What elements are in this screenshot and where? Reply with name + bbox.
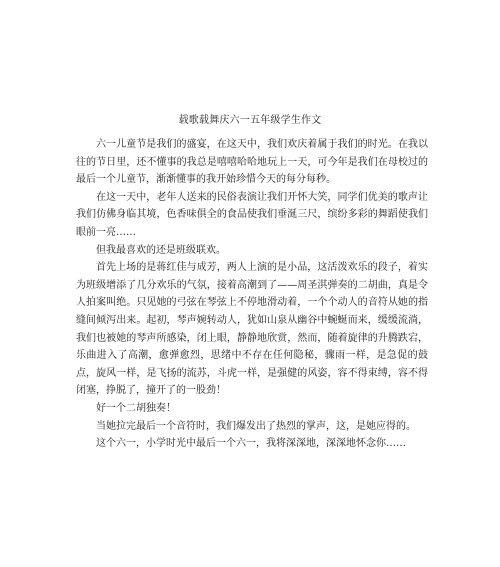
paragraph: 在这一天中，老年人送来的民俗表演让我们开怀大笑，同学们优美的歌声让我们仿佛身临其境，色香味俱全的食品使我们垂涎三尺，缤纷多彩的舞蹈使我们眼前一亮…… (76, 191, 428, 238)
paragraph: 好一个二胡独奏！ (96, 402, 176, 414)
document-title: 载歌载舞庆六一五年级学生作文 (178, 115, 322, 126)
paragraph: 这个六一，小学时光中最后一个六一，我将深深地，深深地怀念你…… (96, 438, 406, 450)
paragraph: 六一儿童节是我们的盛宴，在这天中，我们欢庆着属于我们的时光。在我以往的节日里，还不懂事的我总是嘻嘻哈哈地玩上一天，可今年是我们在母校过的最后一个儿童节，渐渐懂事的我开始珍惜今天的每分每秒。 (76, 139, 428, 186)
paragraph: 首先上场的是蒋红佳与成芳，两人上演的是小品，这活泼欢乐的段子，着实为班级增添了几分欢乐的气氛，接着高潮到了——周圣淇弹奏的二胡曲，真是令人拍案叫绝。只见她的弓弦在琴弦上不停地滑动着，一个个动人的音符从她的指缝间倾泻出来。起初，琴声婉转动人，犹如山泉从幽谷中蜿蜒而来，缓缓流淌，我们也被她的琴声所感染，闭上眼，静静地欣赏，然而，随着旋律的升腾跌宕，乐曲进入了高潮，愈弹愈烈，思绪中不存在任何隐秘，骤雨一样，是急促的鼓点，旋风一样，是飞扬的流苏，斗虎一样，是强健的风姿，容不得束缚，容不得闭塞，挣脱了，撞开了的一股劲！ (76, 262, 428, 397)
paragraph: 但我最喜欢的还是班级联欢。 (96, 244, 226, 256)
paragraph: 当她拉完最后一个音符时，我们爆发出了热烈的掌声，这，是她应得的。 (96, 420, 416, 432)
document-body (76, 136, 428, 453)
